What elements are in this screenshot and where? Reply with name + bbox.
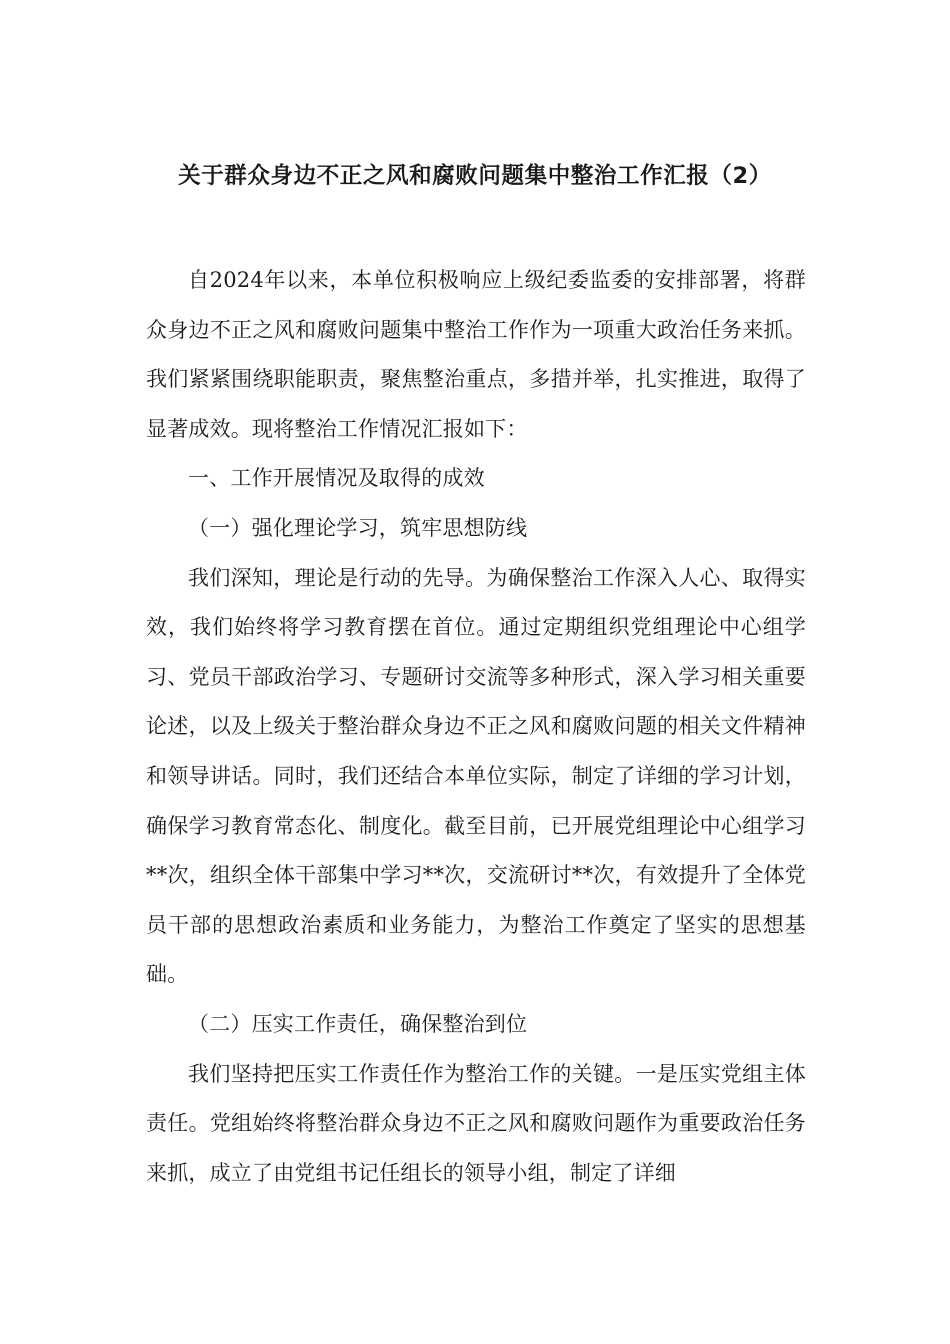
document-body (146, 256, 806, 1198)
document-title: 关于群众身边不正之风和腐败问题集中整治工作汇报（2） (178, 163, 772, 189)
body-paragraph-2: 我们坚持把压实工作责任作为整治工作的关键。一是压实党组主体责任。党组始终将整治群众身边不正之风和腐败问题作为重要政治任务来抓，成立了由党组书记任组长的领导小组，制定了详细 (146, 1061, 806, 1185)
section-heading-1: 一、工作开展情况及取得的成效 (188, 466, 485, 491)
body-paragraph-1: 我们深知，理论是行动的先导。为确保整治工作深入人心、取得实效，我们始终将学习教育摆在首位。通过定期组织党组理论中心组学习、党员干部政治学习、专题研讨交流等多种形式，深入学习相关重要论述，以及上级关于整治群众身边不正之风和腐败问题的相关文件精神和领导讲话。同时，我们还结合本单位实际，制定了详细的学习计划，确保学习教育常态化、制度化。截至目前，已开展党组理论中心组学习**次，组织全体干部集中学习**次，交流研讨**次，有效提升了全体党员干部的思想政治素质和业务能力，为整治工作奠定了坚实的思想基础。 (146, 565, 806, 987)
intro-paragraph: 自2024年以来，本单位积极响应上级纪委监委的安排部署，将群众身边不正之风和腐败问题集中整治工作作为一项重大政治任务来抓。我们紧紧围绕职能职责，聚焦整治重点，多措并举，扎实推进，取得了显著成效。现将整治工作情况汇报如下： (146, 268, 806, 441)
subsection-heading-1: （一）强化理论学习，筑牢思想防线 (188, 515, 528, 540)
subsection-heading-2: （二）压实工作责任，确保整治到位 (188, 1011, 528, 1036)
